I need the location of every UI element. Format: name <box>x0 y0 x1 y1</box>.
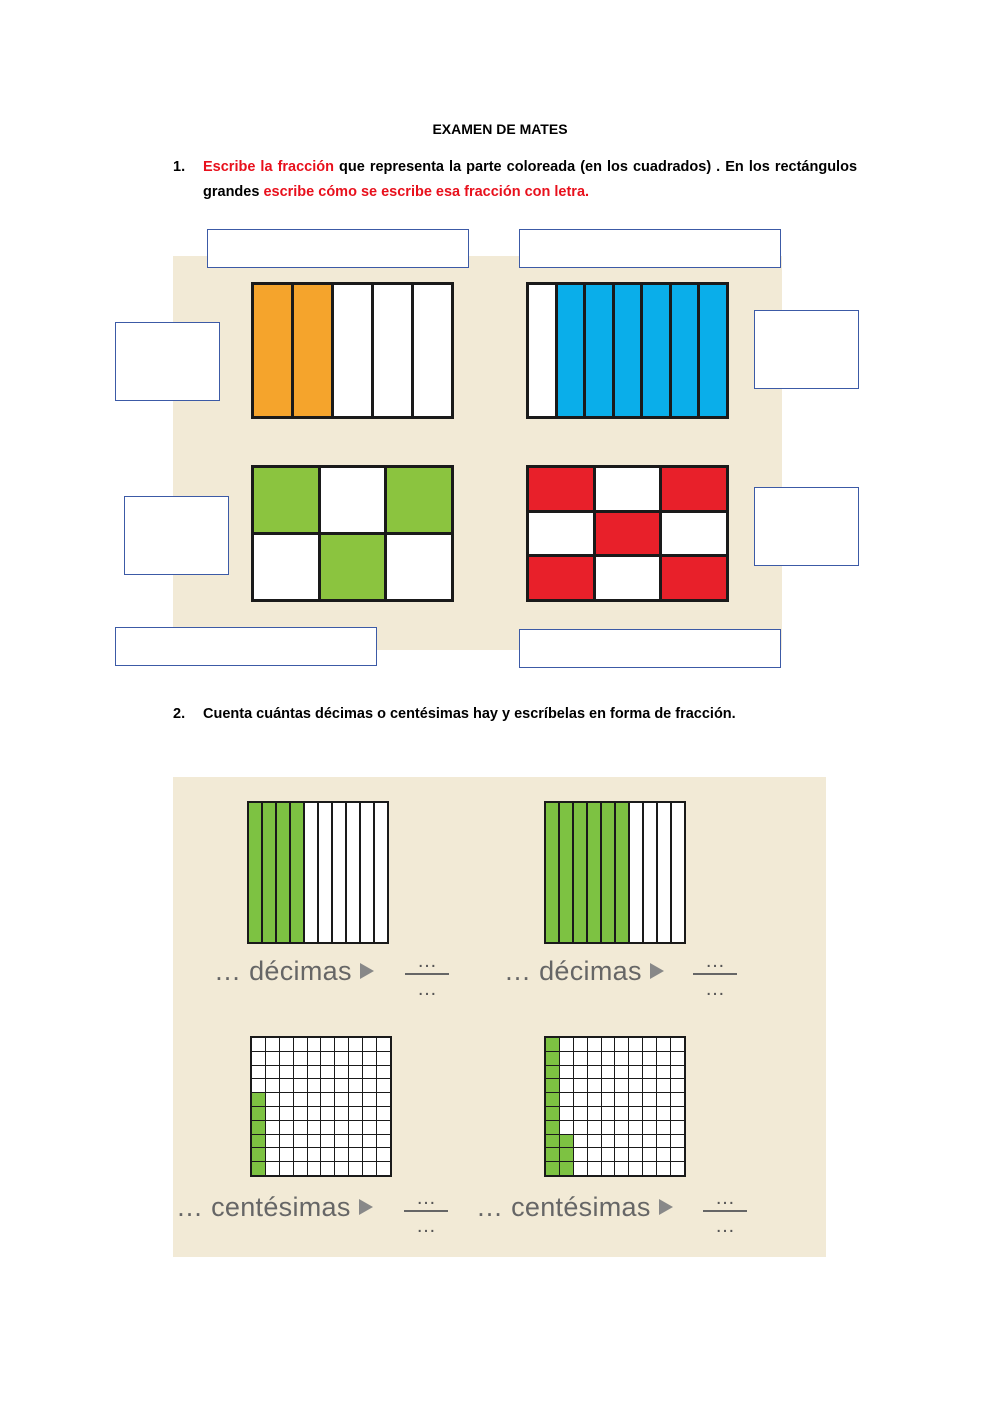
blank-cell <box>377 1093 390 1106</box>
fraction-blank-1[interactable]: … … <box>405 953 449 997</box>
colored-cell <box>546 1107 559 1120</box>
blank-cell <box>615 1093 628 1106</box>
blank-cell <box>377 1121 390 1134</box>
blank-cell <box>671 1121 684 1134</box>
blank-part <box>347 803 359 942</box>
blank-cell <box>377 1038 390 1051</box>
blank-cell <box>349 1135 362 1148</box>
blank-cell <box>335 1093 348 1106</box>
blank-cell <box>308 1066 321 1079</box>
blank-cell <box>280 1148 293 1161</box>
blank-cell <box>643 1079 656 1092</box>
blank-cell <box>671 1066 684 1079</box>
blank-cell <box>615 1121 628 1134</box>
answer-box-fraction-green[interactable] <box>124 496 229 575</box>
blank-cell <box>321 1093 334 1106</box>
colored-cell <box>529 557 593 599</box>
blank-cell <box>266 1052 279 1065</box>
blank-cell <box>308 1079 321 1092</box>
blank-cell <box>657 1079 670 1092</box>
colored-part <box>700 285 726 416</box>
blank-cell <box>529 513 593 555</box>
blank-cell <box>308 1148 321 1161</box>
blank-cell <box>321 1066 334 1079</box>
tenths-label-2: … décimas <box>504 956 664 987</box>
blank-cell <box>657 1107 670 1120</box>
blank-cell <box>560 1107 573 1120</box>
colored-part <box>602 803 614 942</box>
blank-cell <box>363 1052 376 1065</box>
arrow-right-icon <box>659 1199 673 1215</box>
arrow-right-icon <box>360 963 374 979</box>
blank-part <box>333 803 345 942</box>
blank-cell <box>588 1121 601 1134</box>
blank-cell <box>294 1162 307 1175</box>
blank-cell <box>574 1038 587 1051</box>
blank-cell <box>294 1038 307 1051</box>
blank-cell <box>643 1052 656 1065</box>
blank-cell <box>363 1066 376 1079</box>
blank-cell <box>657 1121 670 1134</box>
question-number: 2. <box>173 706 186 722</box>
blank-cell <box>671 1107 684 1120</box>
colored-cell <box>252 1121 265 1134</box>
blank-cell <box>671 1038 684 1051</box>
colored-cell <box>546 1121 559 1134</box>
blank-part <box>334 285 371 416</box>
red-fraction-grid <box>526 465 729 602</box>
hundredths-label-2: … centésimas <box>476 1192 673 1223</box>
blank-cell <box>266 1093 279 1106</box>
blank-cell <box>349 1038 362 1051</box>
colored-part <box>588 803 600 942</box>
blank-cell <box>643 1066 656 1079</box>
colored-part <box>560 803 572 942</box>
blank-cell <box>363 1121 376 1134</box>
blank-cell <box>363 1135 376 1148</box>
colored-cell <box>546 1135 559 1148</box>
blank-cell <box>671 1135 684 1148</box>
blank-cell <box>629 1148 642 1161</box>
blank-part <box>658 803 670 942</box>
hundredths-label-1: … centésimas <box>176 1192 373 1223</box>
blank-cell <box>280 1162 293 1175</box>
blank-cell <box>321 1135 334 1148</box>
blank-cell <box>588 1066 601 1079</box>
blank-cell <box>671 1052 684 1065</box>
colored-cell <box>252 1162 265 1175</box>
blank-cell <box>266 1148 279 1161</box>
colored-part <box>291 803 303 942</box>
tenths-label-1: … décimas <box>214 956 374 987</box>
blank-cell <box>602 1052 615 1065</box>
blank-cell <box>335 1038 348 1051</box>
blank-cell <box>294 1093 307 1106</box>
blank-cell <box>560 1121 573 1134</box>
blank-cell <box>657 1148 670 1161</box>
instruction-highlight-2: escribe cómo se escribe esa fracción con letra. <box>263 184 590 200</box>
blank-cell <box>560 1079 573 1092</box>
blank-cell <box>254 535 318 599</box>
blank-cell <box>308 1093 321 1106</box>
blank-cell <box>615 1148 628 1161</box>
blank-cell <box>308 1107 321 1120</box>
blank-cell <box>363 1107 376 1120</box>
blank-cell <box>629 1107 642 1120</box>
blank-cell <box>308 1162 321 1175</box>
blank-cell <box>602 1107 615 1120</box>
colored-part <box>616 803 628 942</box>
blank-cell <box>643 1107 656 1120</box>
colored-cell <box>546 1066 559 1079</box>
blank-cell <box>335 1107 348 1120</box>
colored-cell <box>546 1093 559 1106</box>
blank-cell <box>294 1052 307 1065</box>
blank-part <box>305 803 317 942</box>
blank-cell <box>377 1135 390 1148</box>
blank-cell <box>294 1066 307 1079</box>
blank-cell <box>266 1135 279 1148</box>
blank-cell <box>574 1093 587 1106</box>
answer-box-fraction-blue[interactable] <box>754 310 859 389</box>
blank-cell <box>252 1052 265 1065</box>
blank-cell <box>588 1052 601 1065</box>
blank-cell <box>574 1066 587 1079</box>
blank-cell <box>588 1079 601 1092</box>
blank-cell <box>596 557 660 599</box>
blank-part <box>319 803 331 942</box>
question-number: 1. <box>173 159 186 175</box>
blank-cell <box>377 1079 390 1092</box>
blank-cell <box>588 1148 601 1161</box>
colored-cell <box>252 1093 265 1106</box>
colored-cell <box>546 1148 559 1161</box>
blank-cell <box>280 1107 293 1120</box>
blank-cell <box>671 1093 684 1106</box>
blank-cell <box>560 1093 573 1106</box>
blank-part <box>375 803 387 942</box>
blank-cell <box>629 1121 642 1134</box>
answer-box-fraction-red[interactable] <box>754 487 859 566</box>
blank-cell <box>560 1066 573 1079</box>
blank-cell <box>308 1052 321 1065</box>
answer-box-words-red[interactable] <box>519 629 781 668</box>
blank-cell <box>643 1162 656 1175</box>
colored-cell <box>662 468 726 510</box>
blank-cell <box>363 1038 376 1051</box>
answer-box-words-orange[interactable] <box>207 229 469 268</box>
question-2 <box>173 702 873 727</box>
blank-cell <box>643 1038 656 1051</box>
blank-cell <box>335 1079 348 1092</box>
blank-cell <box>280 1052 293 1065</box>
fraction-blank-2[interactable]: … … <box>693 953 737 997</box>
blank-cell <box>377 1052 390 1065</box>
answer-box-words-green[interactable] <box>115 627 377 666</box>
colored-cell <box>546 1052 559 1065</box>
blank-cell <box>629 1052 642 1065</box>
blank-cell <box>671 1162 684 1175</box>
blank-cell <box>321 1107 334 1120</box>
blank-cell <box>377 1162 390 1175</box>
blank-cell <box>615 1079 628 1092</box>
blank-part <box>644 803 656 942</box>
blank-cell <box>335 1052 348 1065</box>
blank-cell <box>252 1038 265 1051</box>
colored-part <box>249 803 261 942</box>
blank-cell <box>321 1052 334 1065</box>
blank-cell <box>335 1135 348 1148</box>
colored-cell <box>252 1135 265 1148</box>
blank-cell <box>349 1162 362 1175</box>
blank-cell <box>280 1121 293 1134</box>
colored-part <box>546 803 558 942</box>
fraction-blank-3[interactable]: … … <box>404 1190 448 1234</box>
blank-part <box>414 285 451 416</box>
blank-cell <box>335 1162 348 1175</box>
blank-cell <box>321 1038 334 1051</box>
blank-cell <box>602 1038 615 1051</box>
blank-cell <box>387 535 451 599</box>
blank-cell <box>377 1066 390 1079</box>
blank-cell <box>266 1066 279 1079</box>
blank-cell <box>308 1135 321 1148</box>
blank-cell <box>629 1093 642 1106</box>
colored-cell <box>560 1148 573 1161</box>
blank-cell <box>615 1038 628 1051</box>
blank-cell <box>266 1038 279 1051</box>
colored-cell <box>560 1162 573 1175</box>
blank-cell <box>349 1148 362 1161</box>
blank-cell <box>294 1121 307 1134</box>
hundredths-grid-2 <box>544 1036 686 1177</box>
blank-cell <box>363 1162 376 1175</box>
fraction-blank-4[interactable]: … … <box>703 1190 747 1234</box>
colored-cell <box>529 468 593 510</box>
blank-cell <box>657 1135 670 1148</box>
blank-cell <box>280 1093 293 1106</box>
colored-cell <box>546 1162 559 1175</box>
colored-part <box>263 803 275 942</box>
blank-cell <box>280 1066 293 1079</box>
tenths-bar-2 <box>544 801 686 944</box>
blank-cell <box>321 1162 334 1175</box>
tenths-bar-1 <box>247 801 389 944</box>
blank-cell <box>280 1135 293 1148</box>
blank-part <box>630 803 642 942</box>
blank-cell <box>294 1107 307 1120</box>
blank-cell <box>321 468 385 532</box>
colored-cell <box>254 468 318 532</box>
colored-cell <box>387 468 451 532</box>
colored-part <box>574 803 586 942</box>
instruction-text: que representa la parte coloreada (en los cuadrados) . En los rectángulos grandes <box>203 159 858 200</box>
page-title: EXAMEN DE MATES <box>432 121 568 137</box>
blue-fraction-bar <box>526 282 729 419</box>
colored-part <box>254 285 291 416</box>
blank-cell <box>602 1135 615 1148</box>
blank-cell <box>266 1079 279 1092</box>
colored-part <box>294 285 331 416</box>
blank-cell <box>560 1052 573 1065</box>
blank-cell <box>266 1162 279 1175</box>
blank-cell <box>596 468 660 510</box>
blank-cell <box>574 1079 587 1092</box>
blank-cell <box>294 1079 307 1092</box>
blank-cell <box>643 1121 656 1134</box>
answer-box-fraction-orange[interactable] <box>115 322 220 401</box>
blank-cell <box>308 1121 321 1134</box>
blank-cell <box>588 1162 601 1175</box>
arrow-right-icon <box>650 963 664 979</box>
blank-cell <box>657 1162 670 1175</box>
blank-cell <box>602 1121 615 1134</box>
blank-cell <box>349 1066 362 1079</box>
blank-cell <box>588 1038 601 1051</box>
blank-cell <box>574 1107 587 1120</box>
blank-cell <box>574 1135 587 1148</box>
blank-cell <box>321 1079 334 1092</box>
question-1 <box>173 155 857 205</box>
blank-cell <box>588 1093 601 1106</box>
blank-cell <box>349 1079 362 1092</box>
colored-cell <box>546 1079 559 1092</box>
colored-part <box>615 285 641 416</box>
blank-cell <box>643 1148 656 1161</box>
blank-cell <box>657 1093 670 1106</box>
blank-cell <box>266 1121 279 1134</box>
colored-cell <box>252 1148 265 1161</box>
orange-fraction-bar <box>251 282 454 419</box>
colored-part <box>643 285 669 416</box>
colored-part <box>586 285 612 416</box>
blank-cell <box>280 1038 293 1051</box>
blank-part <box>529 285 555 416</box>
blank-cell <box>615 1135 628 1148</box>
colored-part <box>672 285 698 416</box>
blank-part <box>672 803 684 942</box>
blank-cell <box>615 1052 628 1065</box>
blank-cell <box>657 1066 670 1079</box>
blank-part <box>374 285 411 416</box>
blank-cell <box>629 1079 642 1092</box>
blank-cell <box>363 1093 376 1106</box>
blank-cell <box>252 1079 265 1092</box>
green-fraction-grid <box>251 465 454 602</box>
hundredths-grid-1 <box>250 1036 392 1177</box>
blank-cell <box>657 1052 670 1065</box>
colored-cell <box>321 535 385 599</box>
blank-cell <box>349 1121 362 1134</box>
colored-cell <box>662 557 726 599</box>
blank-cell <box>662 513 726 555</box>
answer-box-words-blue[interactable] <box>519 229 781 268</box>
blank-cell <box>615 1066 628 1079</box>
blank-cell <box>629 1135 642 1148</box>
blank-cell <box>560 1038 573 1051</box>
blank-cell <box>602 1093 615 1106</box>
blank-cell <box>321 1148 334 1161</box>
blank-cell <box>266 1107 279 1120</box>
blank-cell <box>615 1107 628 1120</box>
blank-cell <box>657 1038 670 1051</box>
blank-cell <box>629 1066 642 1079</box>
blank-cell <box>363 1148 376 1161</box>
blank-cell <box>349 1107 362 1120</box>
blank-cell <box>574 1148 587 1161</box>
blank-cell <box>335 1121 348 1134</box>
blank-cell <box>294 1135 307 1148</box>
blank-part <box>361 803 373 942</box>
blank-cell <box>602 1148 615 1161</box>
blank-cell <box>588 1107 601 1120</box>
blank-cell <box>335 1066 348 1079</box>
colored-part <box>558 285 584 416</box>
colored-cell <box>596 513 660 555</box>
colored-cell <box>252 1107 265 1120</box>
colored-part <box>277 803 289 942</box>
blank-cell <box>308 1038 321 1051</box>
blank-cell <box>574 1121 587 1134</box>
blank-cell <box>671 1079 684 1092</box>
colored-cell <box>546 1038 559 1051</box>
blank-cell <box>574 1162 587 1175</box>
instruction-text: Cuenta cuántas décimas o centésimas hay y escríbelas en forma de fracción. <box>203 706 736 722</box>
instruction-highlight: Escribe la fracción <box>203 159 334 175</box>
blank-cell <box>321 1121 334 1134</box>
blank-cell <box>363 1079 376 1092</box>
colored-cell <box>560 1135 573 1148</box>
blank-cell <box>643 1093 656 1106</box>
blank-cell <box>588 1135 601 1148</box>
blank-cell <box>349 1093 362 1106</box>
blank-cell <box>602 1066 615 1079</box>
blank-cell <box>377 1148 390 1161</box>
blank-cell <box>602 1162 615 1175</box>
blank-cell <box>377 1107 390 1120</box>
blank-cell <box>349 1052 362 1065</box>
blank-cell <box>615 1162 628 1175</box>
blank-cell <box>574 1052 587 1065</box>
blank-cell <box>602 1079 615 1092</box>
blank-cell <box>643 1135 656 1148</box>
arrow-right-icon <box>359 1199 373 1215</box>
blank-cell <box>280 1079 293 1092</box>
blank-cell <box>335 1148 348 1161</box>
blank-cell <box>629 1162 642 1175</box>
blank-cell <box>252 1066 265 1079</box>
blank-cell <box>294 1148 307 1161</box>
blank-cell <box>671 1148 684 1161</box>
blank-cell <box>629 1038 642 1051</box>
